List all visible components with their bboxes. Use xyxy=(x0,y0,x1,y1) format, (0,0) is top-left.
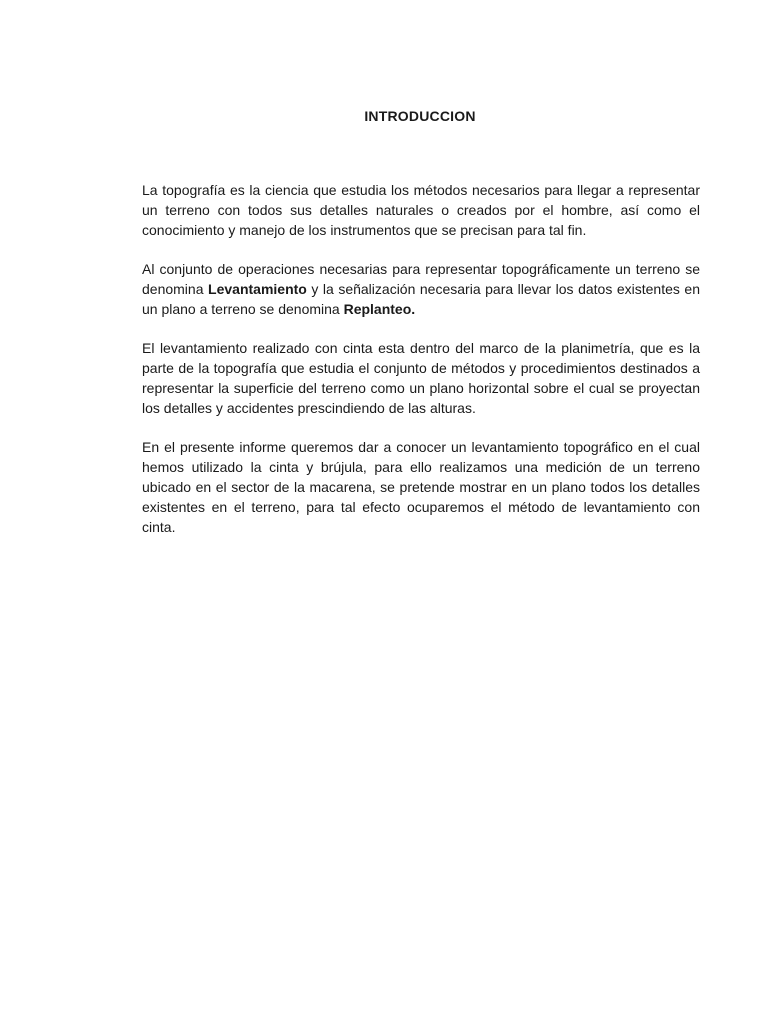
paragraph-2 xyxy=(142,259,700,319)
paragraph-2-part-2: y la señalización necesaria para llevar los datos existentes en un plano a terreno se denomina xyxy=(142,281,700,317)
term-levantamiento: Levantamiento xyxy=(208,281,307,297)
paragraph-1: La topografía es la ciencia que estudia los métodos necesarios para llegar a representar un terreno con todos sus detalles naturales o creados por el hombre, así como el conocimiento y manejo de los instrumentos que se precisan para tal fin. xyxy=(142,182,700,238)
paragraph-4: En el presente informe queremos dar a conocer un levantamiento topográfico en el cual hemos utilizado la cinta y brújula, para ello realizamos una medición de un terreno ubicado en el sector de la macarena, se pretende mostrar en un plano todos los detalles existentes en el terreno, para tal efecto ocuparemos el método de levantamiento con cinta. xyxy=(142,439,700,535)
term-replanteo: Replanteo. xyxy=(343,301,416,317)
document-title: INTRODUCCION xyxy=(364,108,476,124)
paragraph-3: El levantamiento realizado con cinta esta dentro del marco de la planimetría, que es la parte de la topografía que estudia el conjunto de métodos y procedimientos destinados a representar la superficie del terreno como un plano horizontal sobre el cual se proyectan los detalles y accidentes prescindiendo de las alturas. xyxy=(142,340,700,416)
paragraph-2-part-1: Al conjunto de operaciones necesarias para representar topográficamente un terreno se denomina xyxy=(142,261,700,297)
document-body xyxy=(142,180,700,556)
